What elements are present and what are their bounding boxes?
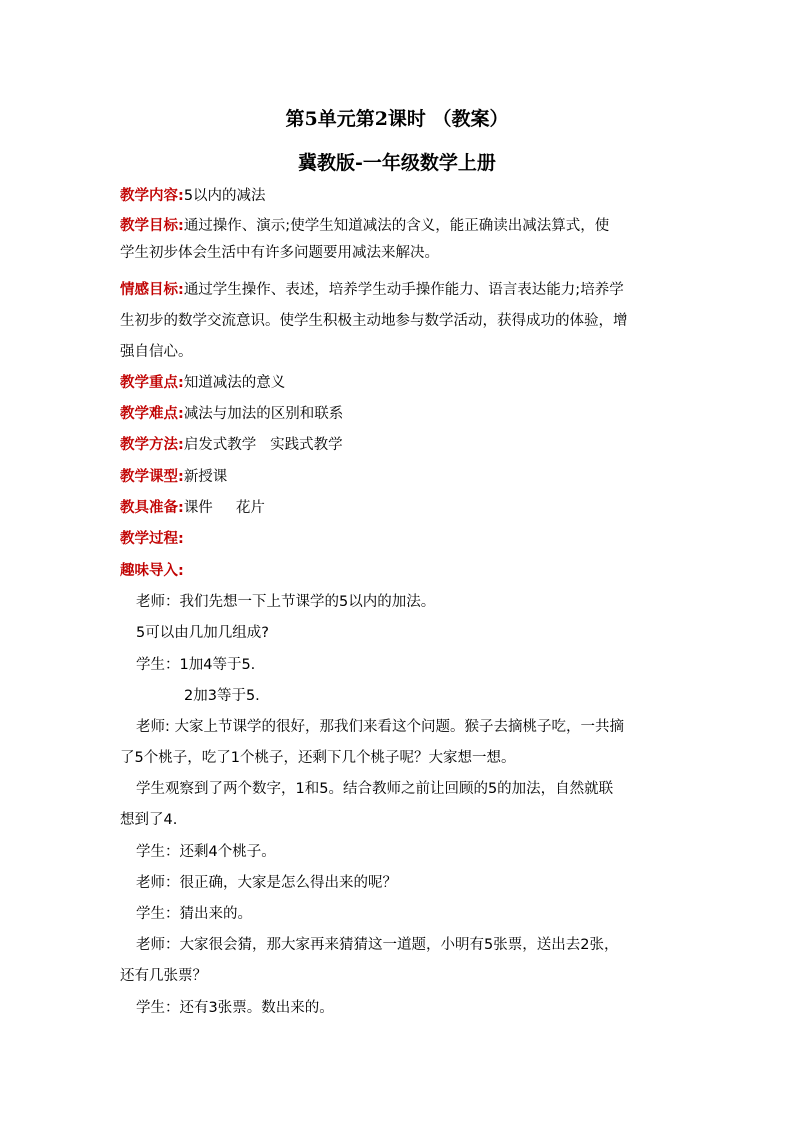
dialogue-line: 了5个桃子，吃了1个桃子，还剩下几个桃子呢？大家想一想。 (120, 750, 516, 766)
teaching-method (120, 435, 680, 455)
emotion-objective-text-1: 通过学生操作、表述，培养学生动手操作能力、语言表达能力;培养学 (183, 282, 624, 298)
emotion-objective (120, 280, 680, 300)
lesson-type (120, 467, 680, 487)
lesson-type-label: 教学课型: (120, 469, 184, 485)
dialogue-line: 学生观察到了两个数字，1和5。结合教师之前让回顾的5的加法，自然就联 (136, 781, 614, 797)
teaching-method-text: 启发式教学 实践式教学 (183, 437, 343, 453)
teaching-tools (120, 498, 680, 518)
dialogue-line: 还有几张票？ (120, 968, 207, 984)
teaching-key-point-text: 知道减法的意义 (183, 375, 286, 391)
intro-label: 趣味导入: (120, 563, 184, 579)
dialogue-line: 学生：1加4等于5. (136, 657, 256, 673)
teaching-content-label: 教学内容: (120, 188, 184, 204)
dialogue-line: 老师：很正确，大家是怎么得出来的呢？ (136, 875, 397, 891)
teaching-difficulty-text: 减法与加法的区别和联系 (183, 406, 344, 422)
teaching-key-point (120, 373, 680, 393)
teaching-difficulty-label: 教学难点: (120, 406, 184, 422)
teaching-content (120, 186, 680, 206)
dialogue-line: 老师：大家很会猜，那大家再来猜猜这一道题，小明有5张票，送出去2张， (136, 937, 619, 953)
teaching-objective-label: 教学目标: (120, 218, 184, 234)
dialogue-line: 想到了4. (120, 812, 178, 828)
teaching-difficulty (120, 404, 680, 424)
document-subtitle: 冀教版-一年级数学上册 (298, 152, 496, 174)
teaching-method-label: 教学方法: (120, 437, 184, 453)
teaching-tools-label: 教具准备: (120, 500, 184, 516)
lesson-type-text: 新授课 (183, 469, 228, 485)
teaching-process-label: 教学过程: (120, 531, 184, 547)
emotion-objective-text-3: 强自信心。 (120, 344, 193, 360)
dialogue-line: 老师: 大家上节课学的很好，那我们来看这个问题。猴子去摘桃子吃，一共摘 (136, 719, 624, 735)
teaching-key-point-label: 教学重点: (120, 375, 184, 391)
dialogue-line: 老师：我们先想一下上节课学的5以内的加法。 (136, 594, 436, 610)
emotion-objective-text-2: 生初步的数学交流意识。使学生积极主动地参与数学活动，获得成功的体验，增 (120, 313, 628, 329)
dialogue-line: 学生：还剩4个桃子。 (136, 844, 276, 860)
teaching-objective (120, 216, 680, 236)
dialogue-line: 学生：还有3张票。数出来的。 (136, 1000, 334, 1016)
teaching-objective-text-1: 通过操作、演示;使学生知道减法的含义，能正确读出减法算式，使 (183, 218, 610, 234)
emotion-objective-label: 情感目标: (120, 282, 184, 298)
teaching-content-text: 5以内的减法 (183, 188, 266, 204)
teaching-objective-text-2: 学生初步体会生活中有许多问题要用减法来解决。 (120, 245, 439, 261)
document-title: 第5单元第2课时 （教案） (285, 108, 509, 130)
dialogue-line: 学生：猜出来的。 (136, 906, 252, 922)
teaching-tools-text: 课件 花片 (183, 500, 265, 516)
dialogue-line: 2加3等于5. (184, 688, 260, 704)
dialogue-line: 5可以由几加几组成? (136, 625, 269, 641)
